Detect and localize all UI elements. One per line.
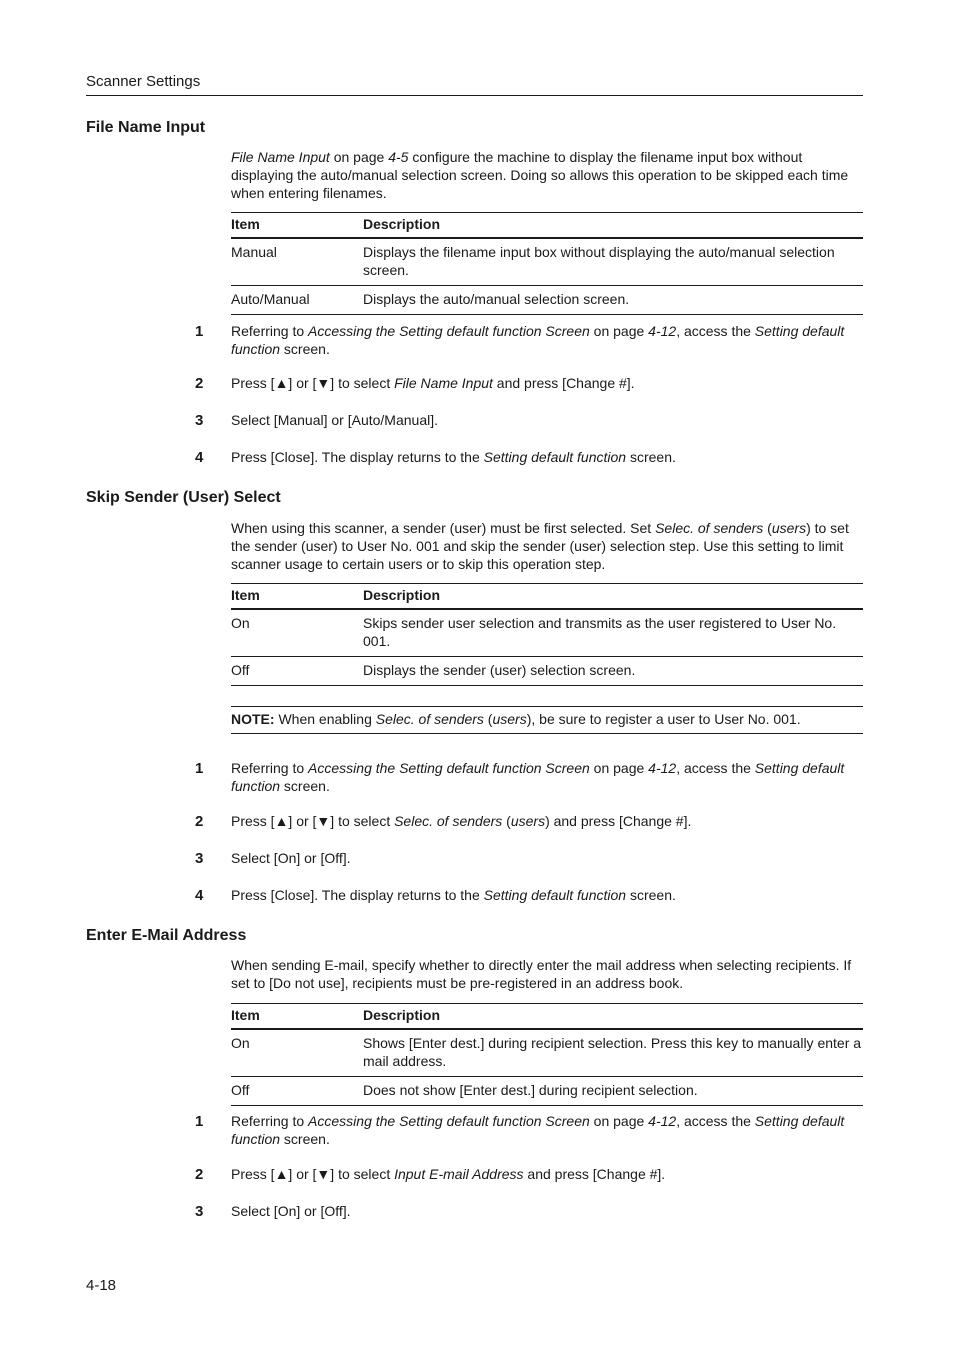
step-number: 2 bbox=[195, 1166, 204, 1183]
step-text: Press [Close]. The display returns to the Setting default function screen. bbox=[231, 887, 676, 903]
table-header-row bbox=[231, 1004, 863, 1030]
intro-page-ref: 4-5 bbox=[388, 149, 409, 165]
column-header-description: Description bbox=[363, 584, 863, 610]
description-cell: Shows [Enter dest.] during recipient selection. Press this key to manually enter a mail address. bbox=[363, 1029, 863, 1077]
step-text: Select [On] or [Off]. bbox=[231, 850, 351, 866]
step-number: 1 bbox=[195, 760, 204, 777]
description-cell: Displays the sender (user) selection screen. bbox=[363, 657, 863, 686]
table-row bbox=[231, 238, 863, 286]
section-heading-file-name-input: File Name Input bbox=[86, 119, 206, 136]
step-number: 1 bbox=[195, 1113, 204, 1130]
settings-table bbox=[231, 1003, 863, 1106]
intro-text: configure the machine to display the filename input box without displaying the auto/manual selection screen. Doing so allows this operation to be skipped each time when entering filenames. bbox=[231, 149, 849, 201]
intro-text: on page bbox=[329, 149, 389, 165]
item-cell: On bbox=[231, 609, 363, 657]
description-cell: Displays the filename input box without displaying the auto/manual selection screen. bbox=[363, 238, 863, 286]
description-cell: Displays the auto/manual selection screen. bbox=[363, 286, 863, 315]
column-header-description: Description bbox=[363, 1004, 863, 1030]
step-text: Select [Manual] or [Auto/Manual]. bbox=[231, 412, 438, 428]
running-header: Scanner Settings bbox=[86, 73, 201, 90]
section-intro: When sending E-mail, specify whether to directly enter the mail address when selecting recipients. If set to [Do not use], recipients must be pre-registered in an address book. bbox=[231, 957, 852, 991]
step-text: Referring to Accessing the Setting default function Screen on page 4-12, access the Setting default function screen. bbox=[231, 323, 845, 357]
table-row bbox=[231, 609, 863, 657]
step-number: 4 bbox=[195, 449, 204, 466]
settings-table bbox=[231, 212, 863, 315]
item-cell: Manual bbox=[231, 238, 363, 286]
step-text: Press [Close]. The display returns to the Setting default function screen. bbox=[231, 449, 676, 465]
step-number: 2 bbox=[195, 813, 204, 830]
step-number: 3 bbox=[195, 850, 204, 867]
description-cell: Does not show [Enter dest.] during recipient selection. bbox=[363, 1077, 863, 1106]
description-cell: Skips sender user selection and transmits as the user registered to User No. 001. bbox=[363, 609, 863, 657]
note-box: NOTE: When enabling Selec. of senders (users), be sure to register a user to User No. 001. bbox=[231, 706, 863, 734]
table-row bbox=[231, 286, 863, 315]
step-number: 3 bbox=[195, 412, 204, 429]
step-number: 2 bbox=[195, 375, 204, 392]
section-intro: When using this scanner, a sender (user) must be first selected. Set Selec. of senders (users) to set the sender (user) to User No. 001 and skip the sender (user) selection step. Use this setting to limit scanner usage to certain users or to skip this operation step. bbox=[231, 520, 849, 572]
column-header-description: Description bbox=[363, 213, 863, 239]
step-text: Press [▲] or [▼] to select Selec. of senders (users) and press [Change #]. bbox=[231, 813, 692, 829]
step-text: Press [▲] or [▼] to select File Name Input and press [Change #]. bbox=[231, 375, 635, 391]
table-row bbox=[231, 657, 863, 686]
item-cell: Auto/Manual bbox=[231, 286, 363, 315]
table-header-row bbox=[231, 584, 863, 610]
section-heading-skip-sender: Skip Sender (User) Select bbox=[86, 489, 281, 506]
item-cell: On bbox=[231, 1029, 363, 1077]
section-heading-enter-email: Enter E-Mail Address bbox=[86, 927, 247, 944]
column-header-item: Item bbox=[231, 584, 363, 610]
table-row bbox=[231, 1077, 863, 1106]
page-number: 4-18 bbox=[86, 1277, 117, 1294]
step-number: 1 bbox=[195, 323, 204, 340]
step-number: 3 bbox=[195, 1203, 204, 1220]
step-text: Press [▲] or [▼] to select Input E-mail Address and press [Change #]. bbox=[231, 1166, 666, 1182]
note-label: NOTE: bbox=[231, 711, 275, 727]
step-text: Referring to Accessing the Setting default function Screen on page 4-12, access the Setting default function screen. bbox=[231, 1113, 845, 1147]
step-text: Referring to Accessing the Setting default function Screen on page 4-12, access the Setting default function screen. bbox=[231, 760, 845, 794]
item-cell: Off bbox=[231, 1077, 363, 1106]
table-header-row bbox=[231, 213, 863, 239]
step-text: Select [On] or [Off]. bbox=[231, 1203, 351, 1219]
step-number: 4 bbox=[195, 887, 204, 904]
section-intro bbox=[231, 148, 863, 202]
table-row bbox=[231, 1029, 863, 1077]
settings-table bbox=[231, 583, 863, 686]
intro-ref-title: File Name Input bbox=[231, 149, 330, 165]
header-rule bbox=[86, 95, 863, 96]
column-header-item: Item bbox=[231, 213, 363, 239]
column-header-item: Item bbox=[231, 1004, 363, 1030]
item-cell: Off bbox=[231, 657, 363, 686]
